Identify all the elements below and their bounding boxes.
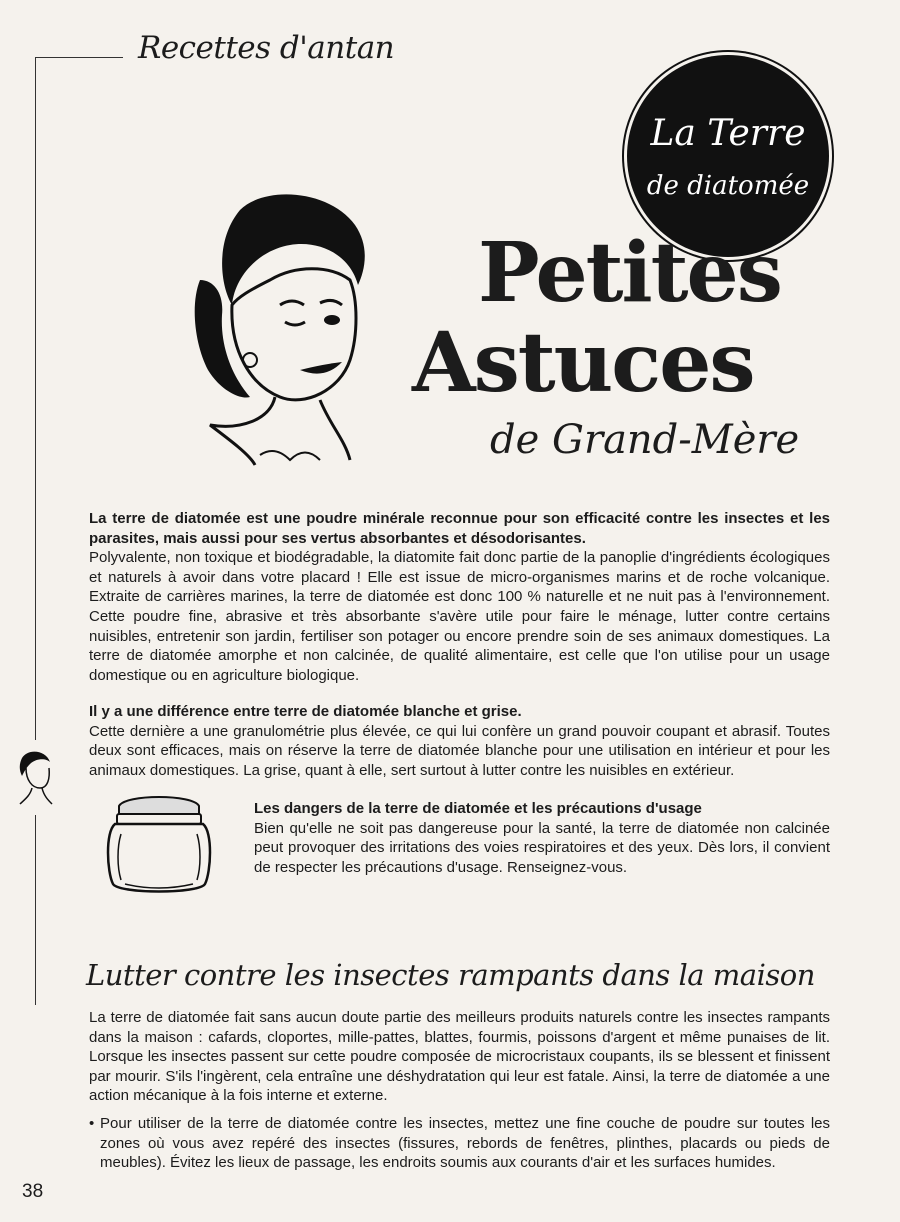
bullet-item: Pour utiliser de la terre de diatomée contre les insectes, mettez une fine couche de poudre sur toutes les zones où vous avez repéré des insectes (fissures, rebords de fenêtres, plinthes, placards ou pieds de meubles). Évitez les lieux de passage, les endroits soumis aux courants d'air et les surfaces humides. — [100, 1115, 830, 1172]
running-header: Recettes d'antan — [138, 30, 395, 66]
intro-paragraph — [89, 509, 830, 685]
frame-line — [35, 815, 36, 1005]
title-line-2: Astuces — [412, 315, 754, 411]
jar-illustration — [105, 792, 213, 896]
intro-text: Polyvalente, non toxique et biodégradable, la diatomite fait donc partie de la panoplie d'ingrédients écologiques et naturels à avoir dans votre placard ! Elle est issue de micro-organismes marins et de roche volcanique. Extraite de carrières marines, la terre de diatomée est donc 100 % naturelle et ne nuit pas à l'environnement. Cette poudre fine, abrasive et très absorbante s'avère utile pour faire le ménage, lutter contre certains nuisibles, entretenir son jardin, fertiliser son potager ou encore prendre soin de ses animaux domestiques. La terre de diatomée amorphe et non calcinée, de qualité alimentaire, est celle que l'on utilise pour un usage domestique ou en agriculture biologique. — [89, 549, 830, 684]
frame-line — [35, 57, 123, 58]
dangers-lead: Les dangers de la terre de diatomée et les précautions d'usage — [254, 800, 702, 817]
badge-title: La Terre — [650, 113, 806, 154]
bullet-marker: • — [89, 1115, 95, 1132]
retro-woman-illustration — [180, 185, 375, 475]
page-number: 38 — [22, 1181, 44, 1202]
intro-lead: La terre de diatomée est une poudre minérale reconnue pour son efficacité contre les insectes et les parasites, mais aussi pour ses vertus absorbantes et désodorisantes. — [89, 510, 830, 547]
section-title: Lutter contre les insectes rampants dans la maison — [86, 958, 815, 992]
difference-text: Cette dernière a une granulométrie plus élevée, ce qui lui confère un grand pouvoir coupant et abrasif. Toutes deux sont efficaces, mais on réserve la terre de diatomée blanche pour une utilisation en intérieur et pour les animaux domestiques. La grise, quant à elle, sert surtout à lutter contre les nuisibles en extérieur. — [89, 722, 830, 779]
small-woman-icon — [16, 748, 54, 806]
difference-lead: Il y a une différence entre terre de diatomée blanche et grise. — [89, 703, 522, 720]
dangers-paragraph — [254, 799, 830, 877]
title-line-1: Petites — [478, 225, 781, 321]
dangers-text: Bien qu'elle ne soit pas dangereuse pour la santé, la terre de diatomée non calcinée peut provoquer des irritations des voies respiratoires et des yeux. Dès lors, il convient de respecter les précautions d'usage. Renseignez-vous. — [254, 819, 830, 876]
frame-line — [35, 57, 36, 740]
difference-paragraph — [89, 702, 830, 780]
section-intro-paragraph: La terre de diatomée fait sans aucun doute partie des meilleurs produits naturels contre les insectes rampants dans la maison : cafards, cloportes, mille-pattes, blattes, fourmis, poissons d'argent et même punaises de lit. Lorsque les insectes passent sur cette poudre composée de microcristaux coupants, ils se blessent et finissent par mourir. S'ils l'ingèrent, cela entraîne une déshydratation qui leur est fatale. Ainsi, la terre de diatomée a une action mécanique à la fois interne et externe. — [89, 1009, 830, 1105]
title-line-3: de Grand-Mère — [490, 417, 800, 463]
badge-subtitle: de diatomée — [646, 171, 810, 201]
